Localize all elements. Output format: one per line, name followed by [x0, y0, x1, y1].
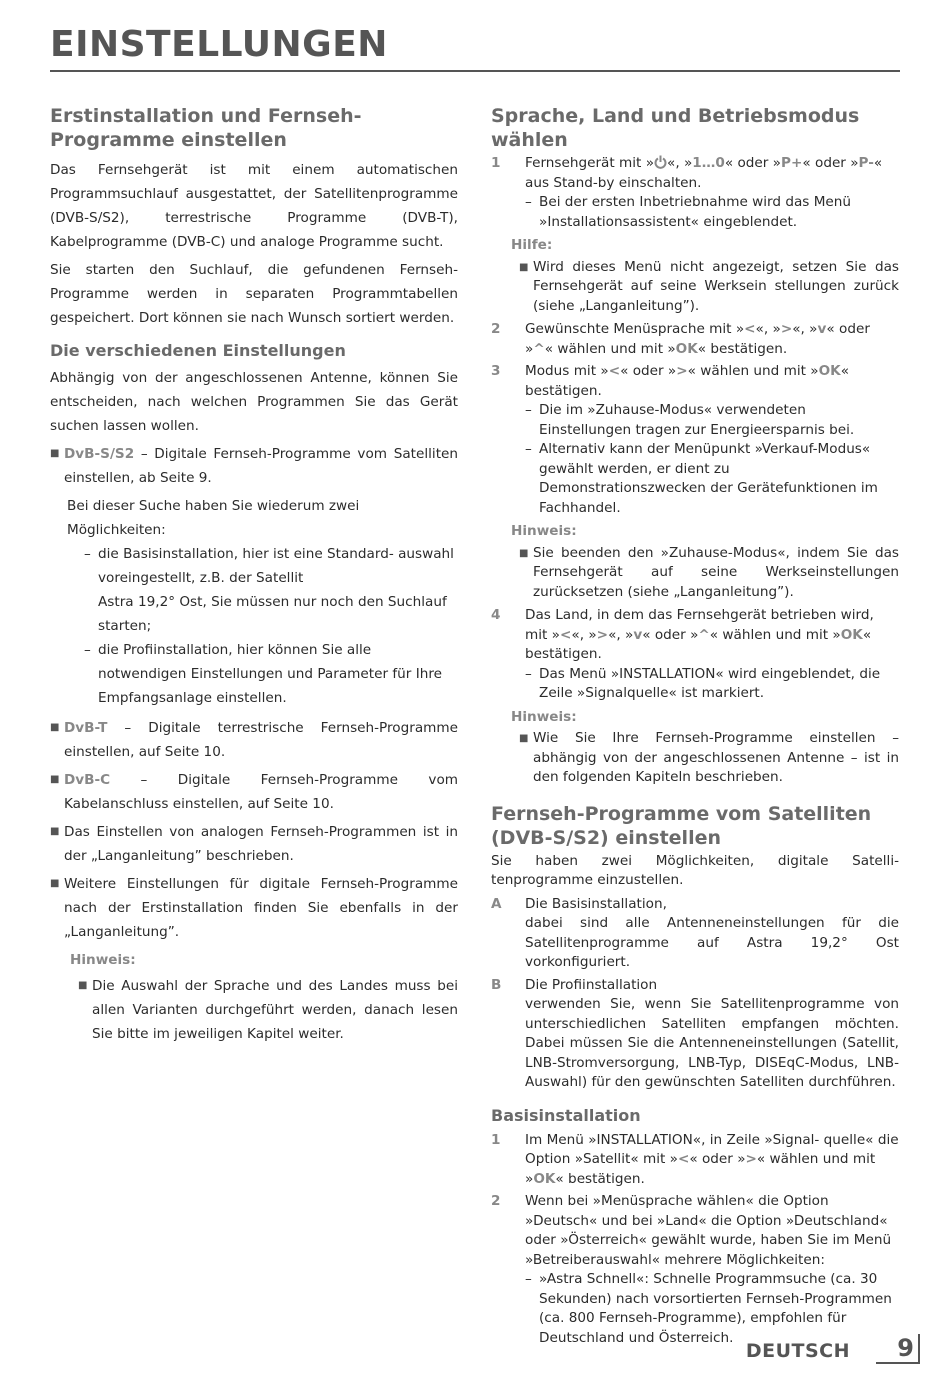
list-item — [50, 768, 458, 816]
step-2 — [491, 320, 899, 359]
step-number: 2 — [491, 1193, 501, 1209]
option-title: Die Basisinstallation, — [525, 895, 667, 912]
step-text: Im Menü »INSTALLATION«, in Zeile »Signal- quelle« die Option »Satellit« mit » — [525, 1131, 899, 1167]
step-text: «, » — [755, 321, 781, 337]
step-4 — [491, 606, 899, 704]
dash-item — [525, 665, 899, 704]
key-ok: OK — [840, 626, 863, 643]
power-icon — [654, 155, 667, 169]
key-ok: OK — [818, 363, 841, 379]
step-number: 2 — [491, 321, 501, 337]
sub-text: Bei dieser Suche haben Sie wiederum zwei Möglichkeiten: — [67, 498, 360, 538]
key-ok: OK — [675, 340, 698, 357]
footer-rule — [876, 1362, 920, 1364]
arrow-down-icon: v — [633, 626, 643, 643]
keyword-dvbs: DvB-S/S2 — [64, 446, 135, 462]
keyword-dvbc: DvB-C — [64, 772, 111, 788]
arrow-left-icon: < — [744, 321, 756, 337]
heading-language: Sprache, Land und Betriebsmodus wählen — [491, 105, 860, 151]
dash-item — [84, 542, 458, 590]
note-item — [519, 729, 899, 788]
list-item — [50, 820, 458, 868]
step-number: 4 — [491, 607, 501, 623]
note-text: Die Auswahl der Sprache und des Landes muss bei allen Varianten durchgeführt werden, danach lesen Sie bitte im jeweiligen Kapitel weiter. — [92, 978, 458, 1042]
paragraph: Sie starten den Suchlauf, die gefundenen Fernseh-Programme werden in separaten Programmtabellen gespeichert. Dort können sie nach Wunsch sortiert werden. — [50, 262, 458, 326]
note-text: Wie Sie Ihre Fernseh-Programme einstellen – abhängig von der angeschlossenen Antenne – ist in den folgenden Kapiteln beschrieben. — [533, 730, 899, 785]
dash-item-text: die Profiinstallation, hier können Sie alle notwendigen Einstellungen und Parameter für Ihre Empfangsanlage einstellen. — [98, 642, 442, 706]
step-text: Modus mit » — [525, 363, 609, 379]
step-text: « wählen und mit » — [525, 1151, 876, 1187]
dash-item — [525, 440, 899, 518]
help-title: Hilfe: — [511, 237, 553, 253]
page-number: 9 — [897, 1334, 914, 1362]
note-title: Hinweis: — [511, 708, 577, 725]
note-title: Hinweis: — [511, 523, 577, 539]
arrow-right-icon: > — [596, 626, 609, 643]
help-text: Wird dieses Menü nicht angezeigt, setzen Sie das Fernsehgerät auf seine Werksein stellungen zurück (siehe „Langanleitung”). — [533, 258, 899, 314]
arrow-right-icon: > — [780, 321, 793, 337]
list-item — [50, 716, 458, 764]
option-text: dabei sind alle Antenneneinstellungen für die Satellitenprogramme auf Astra 19,2° Ost vorkonfiguriert. — [525, 915, 899, 970]
option-label: A — [491, 895, 502, 912]
dash-item — [525, 193, 899, 232]
arrow-down-icon: v — [817, 321, 827, 337]
basis-step-1 — [491, 1131, 899, 1190]
option-text: verwenden Sie, wenn Sie Satellitenprogramme von unterschiedlichen Satelliten empfangen möchten. Dabei müssen Sie die Antenneneinstellungen (Satellit, LNB-Stromversorgung, LNB-Typ, DISEqC-Modus, LNB-Auswahl) für den gewünschten Satelliten durchführen. — [525, 996, 899, 1090]
page-header — [50, 20, 900, 70]
key-digits: 1…0 — [692, 155, 725, 171]
step-text: «, » — [792, 321, 818, 337]
footer-language: DEUTSCH — [745, 1340, 850, 1362]
list-item-text: – Digitale Fernseh-Programme vom Satelliten einstellen, ab Seite 9. — [64, 446, 458, 486]
help-item — [519, 258, 899, 317]
step-text: « wählen und mit » — [709, 626, 841, 643]
step-text: « oder » — [689, 1151, 746, 1167]
arrow-right-icon: > — [745, 1151, 757, 1167]
option-title: Die Profiinstallation — [525, 976, 658, 993]
step-text: « oder » — [525, 321, 870, 357]
page-title: EINSTELLUNGEN — [50, 24, 392, 65]
arrow-up-icon: ^ — [533, 340, 545, 357]
step-text: « oder » — [620, 363, 677, 379]
step-text: « bestätigen. — [525, 626, 872, 662]
heading-installation: Erstinstallation und Fernseh-Programme einstellen — [50, 105, 362, 151]
option-b — [491, 976, 899, 1093]
arrow-left-icon: < — [608, 363, 621, 379]
heading-satellite: Fernseh-Programme vom Satelliten (DVB-S/S2) einstellen — [491, 802, 872, 849]
step-text: « wählen und mit » — [544, 340, 676, 357]
footer-divider — [918, 1334, 920, 1364]
dash-item-text: Alternativ kann der Menüpunkt »Verkauf-Modus« gewählt werden, er dient zu Demonstrationszwecken der Gerätefunktionen im Fachhandel. — [539, 441, 878, 516]
list-item-text: – Digitale Fernseh-Programme vom Kabelanschluss einstellen, auf Seite 10. — [64, 772, 458, 812]
arrow-up-icon: ^ — [698, 626, 710, 643]
step-text: « wählen und mit » — [687, 363, 819, 379]
step-1 — [491, 154, 899, 232]
step-text: « oder » — [802, 155, 859, 171]
key-p-minus: P- — [858, 155, 874, 171]
dash-item-continuation: Astra 19,2° Ost, Sie müssen nur noch den Suchlauf starten; — [98, 594, 447, 634]
step-number: 1 — [491, 1131, 501, 1148]
list-item-text: – Digitale terrestrische Fernseh-Programme einstellen, auf Seite 10. — [64, 720, 458, 760]
key-p-plus: P+ — [781, 155, 803, 171]
dash-item — [525, 401, 899, 440]
arrow-right-icon: > — [676, 363, 688, 379]
arrow-left-icon: < — [677, 1151, 690, 1167]
paragraph: Abhängig von der angeschlossenen Antenne, können Sie entscheiden, nach welchen Programmen Sie das Gerät suchen lassen wollen. — [50, 370, 458, 434]
left-column — [50, 104, 458, 1050]
step-text: «, » — [667, 155, 693, 171]
step-text: « oder » — [724, 155, 781, 171]
list-item-text: Das Einstellen von analogen Fernseh-Programmen ist in der „Langanleitung” beschrieben. — [64, 824, 458, 864]
step-text: «, » — [608, 626, 634, 643]
dash-item — [84, 638, 458, 710]
step-text: « bestätigen. — [525, 363, 850, 399]
step-text: « aus Stand-by einschalten. — [525, 155, 883, 191]
option-label: B — [491, 976, 502, 993]
dash-item-text: Bei der ersten Inbetriebnahme wird das Menü »Installationsassistent« eingeblendet. — [539, 194, 852, 230]
dash-item-text: die Basisinstallation, hier ist eine Standard- auswahl voreingestellt, z.B. der Satellit — [98, 546, 454, 586]
dash-item-text: Das Menü »INSTALLATION« wird eingeblendet, die Zeile »Signalquelle« ist markiert. — [539, 665, 881, 701]
list-item — [50, 872, 458, 944]
step-text: Fernsehgerät mit » — [525, 155, 655, 171]
title-rule — [50, 70, 900, 72]
step-text: Wenn bei »Menüsprache wählen« die Option »Deutsch« und bei »Land« die Option »Deutschland« oder »Österreich« gewählt wurde, haben Sie im Menü »Betreiberauswahl« mehrere Möglichkeiten: — [525, 1193, 892, 1268]
paragraph: Sie haben zwei Möglichkeiten, digitale Satelli-tenprogramme einzustellen. — [491, 852, 899, 888]
heading-settings: Die verschiedenen Einstellungen — [50, 341, 346, 360]
heading-basis: Basisinstallation — [491, 1105, 641, 1125]
step-text: « bestätigen. — [555, 1170, 645, 1187]
right-column — [491, 104, 899, 1351]
note-item — [78, 974, 458, 1046]
paragraph: Das Fernsehgerät ist mit einem automatischen Programmsuchlauf ausgestattet, der Satellitenprogramme (DVB-S/S2), terrestrische Programme (DVB-T), Kabelprogramme (DVB-C) und analoge Programme sucht. — [50, 162, 458, 250]
note-item — [519, 544, 899, 603]
dash-item-text: »Astra Schnell«: Schnelle Programmsuche (ca. 30 Sekunden) nach vorsortierten Fernseh-Programmen (ca. 800 Fernseh-Programme), empfohlen für Deutschland und Österreich. — [539, 1271, 892, 1346]
note-text: Sie beenden den »Zuhause-Modus«, indem Sie das Fernsehgerät auf seine Werkseinstellungen zurücksetzen (siehe „Langanleitung”). — [533, 544, 899, 600]
list-item-text: Weitere Einstellungen für digitale Fernseh-Programme nach der Erstinstallation finden Sie ebenfalls in der „Langanleitung”. — [64, 876, 458, 940]
keyword-dvbt: DvB-T — [64, 720, 108, 736]
note-title: Hinweis: — [70, 952, 136, 968]
option-a — [491, 895, 899, 973]
dash-item-text: Die im »Zuhause-Modus« verwendeten Einstellungen tragen zur Energieersparnis bei. — [539, 402, 855, 438]
step-number: 1 — [491, 155, 501, 171]
basis-step-2 — [491, 1192, 899, 1348]
step-text: Gewünschte Menüsprache mit » — [525, 321, 745, 337]
step-text: « bestätigen. — [697, 340, 788, 357]
page-footer — [745, 1334, 920, 1364]
list-item — [50, 442, 458, 490]
step-text: Das Land, in dem das Fernsehgerät betrieben wird, mit » — [525, 607, 874, 643]
key-ok: OK — [533, 1170, 556, 1187]
arrow-left-icon: < — [560, 626, 572, 643]
step-3 — [491, 362, 899, 518]
step-number: 3 — [491, 363, 501, 379]
step-text: «, » — [571, 626, 597, 643]
step-text: « oder » — [642, 626, 699, 643]
